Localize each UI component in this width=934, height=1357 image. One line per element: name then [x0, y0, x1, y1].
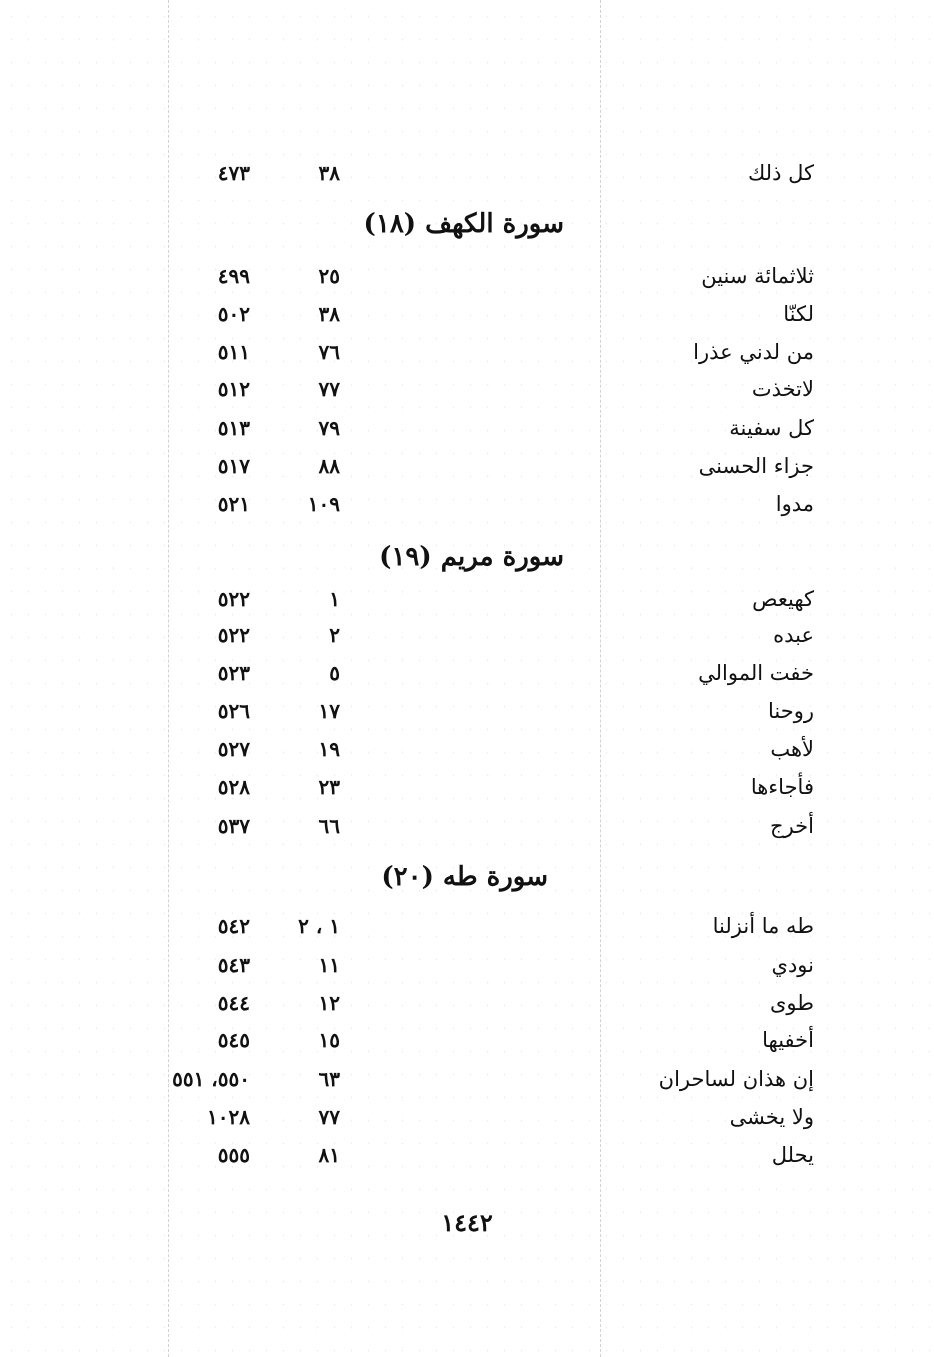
page-reference: ٥٤٤: [217, 991, 250, 1015]
page-number: ١٤٤٢: [441, 1208, 493, 1237]
page-reference: ٥٠٢: [217, 302, 250, 326]
page-reference: ٥٤٣: [217, 953, 250, 977]
verse-number: ٦٣: [318, 1067, 340, 1091]
page-reference: ٥١٧: [217, 454, 250, 478]
index-row: [0, 296, 934, 332]
index-word: كل ذلك: [747, 161, 814, 185]
index-word: مدوا: [775, 492, 814, 516]
index-word: نودي: [771, 953, 814, 977]
page-reference: ٤٧٣: [217, 161, 250, 185]
index-row: [0, 1137, 934, 1173]
index-row: [0, 1099, 934, 1135]
page-reference: ٥٢٧: [217, 737, 250, 761]
index-word: كل سفينة: [729, 416, 814, 440]
verse-number: ٨١: [318, 1143, 340, 1167]
page-reference: ٥٢٣: [217, 661, 250, 685]
verse-number: ٧٧: [318, 377, 340, 401]
page-reference: ٥٤٥: [217, 1028, 250, 1052]
verse-number: ٢٣: [318, 775, 340, 799]
index-row: [0, 808, 934, 844]
verse-number: ١١: [318, 953, 340, 977]
index-row: [0, 486, 934, 522]
verse-number: ١٠٩: [307, 492, 340, 516]
page-reference: ١٠٢٨: [207, 1105, 250, 1129]
verse-number: ٢: [329, 623, 340, 647]
index-word: من لدني عذرا: [693, 340, 814, 364]
page-reference: ٥٥٥: [217, 1143, 250, 1167]
page-reference: ٤٩٩: [217, 264, 250, 288]
index-word: طه ما أنزلنا: [712, 914, 814, 938]
verse-number: ٥: [329, 661, 340, 685]
index-row: [0, 731, 934, 767]
surah-heading: سورة مريم (١٩): [379, 542, 564, 572]
index-row: [0, 334, 934, 370]
verse-number: ٧٦: [318, 340, 340, 364]
index-word: لأهب: [770, 737, 814, 761]
index-word: جزاء الحسنى: [698, 454, 814, 478]
surah-heading: سورة طه (٢٠): [381, 862, 548, 892]
index-word: لاتخذت: [751, 377, 814, 401]
verse-number: ٣٨: [318, 302, 340, 326]
index-row: [0, 410, 934, 446]
index-row: [0, 908, 934, 944]
verse-number: ١ ، ٢: [298, 914, 340, 938]
index-row: [0, 617, 934, 653]
page-reference: ٥٥٠، ٥٥١: [172, 1067, 250, 1091]
index-word: فأجاءها: [750, 775, 814, 799]
index-row: [0, 947, 934, 983]
page-reference: ٥١٣: [217, 416, 250, 440]
page-reference: ٥٢٢: [217, 623, 250, 647]
index-row: [0, 769, 934, 805]
index-row: [0, 448, 934, 484]
index-row: [0, 655, 934, 691]
page-reference: ٥٢٢: [217, 587, 250, 611]
index-word: لكنّا: [783, 302, 814, 326]
page-reference: ٥١٢: [217, 377, 250, 401]
index-word: أخفيها: [762, 1028, 814, 1052]
page-reference: ٥٣٧: [217, 814, 250, 838]
index-word: كهيعص: [752, 587, 814, 611]
surah-heading: سورة الكهف (١٨): [363, 209, 564, 239]
index-row: [0, 371, 934, 407]
page-reference: ٥١١: [217, 340, 250, 364]
index-row: [0, 985, 934, 1021]
index-word: روحنا: [768, 699, 814, 723]
index-row: [0, 693, 934, 729]
index-word: خفت الموالي: [698, 661, 814, 685]
verse-number: ١٢: [318, 991, 340, 1015]
page-reference: ٥٤٢: [217, 914, 250, 938]
index-row: [0, 1022, 934, 1058]
verse-number: ٧٧: [318, 1105, 340, 1129]
verse-number: ٣٨: [318, 161, 340, 185]
verse-number: ١٧: [318, 699, 340, 723]
index-row: [0, 155, 934, 191]
verse-number: ١: [329, 587, 340, 611]
index-row: [0, 258, 934, 294]
verse-number: ١٩: [318, 737, 340, 761]
index-word: ثلاثمائة سنين: [701, 264, 814, 288]
index-word: ولا يخشى: [729, 1105, 814, 1129]
index-word: عبده: [773, 623, 814, 647]
index-word: أخرج: [770, 814, 814, 838]
index-word: يحلل: [771, 1143, 814, 1167]
verse-number: ٦٦: [318, 814, 340, 838]
index-row: [0, 581, 934, 617]
index-row: [0, 1061, 934, 1097]
index-word: طوى: [770, 991, 814, 1015]
verse-number: ٢٥: [318, 264, 340, 288]
verse-number: ١٥: [318, 1028, 340, 1052]
page-reference: ٥٢١: [217, 492, 250, 516]
page-reference: ٥٢٨: [217, 775, 250, 799]
page-reference: ٥٢٦: [217, 699, 250, 723]
verse-number: ٧٩: [318, 416, 340, 440]
index-word: إن هذان لساحران: [658, 1067, 814, 1091]
verse-number: ٨٨: [318, 454, 340, 478]
